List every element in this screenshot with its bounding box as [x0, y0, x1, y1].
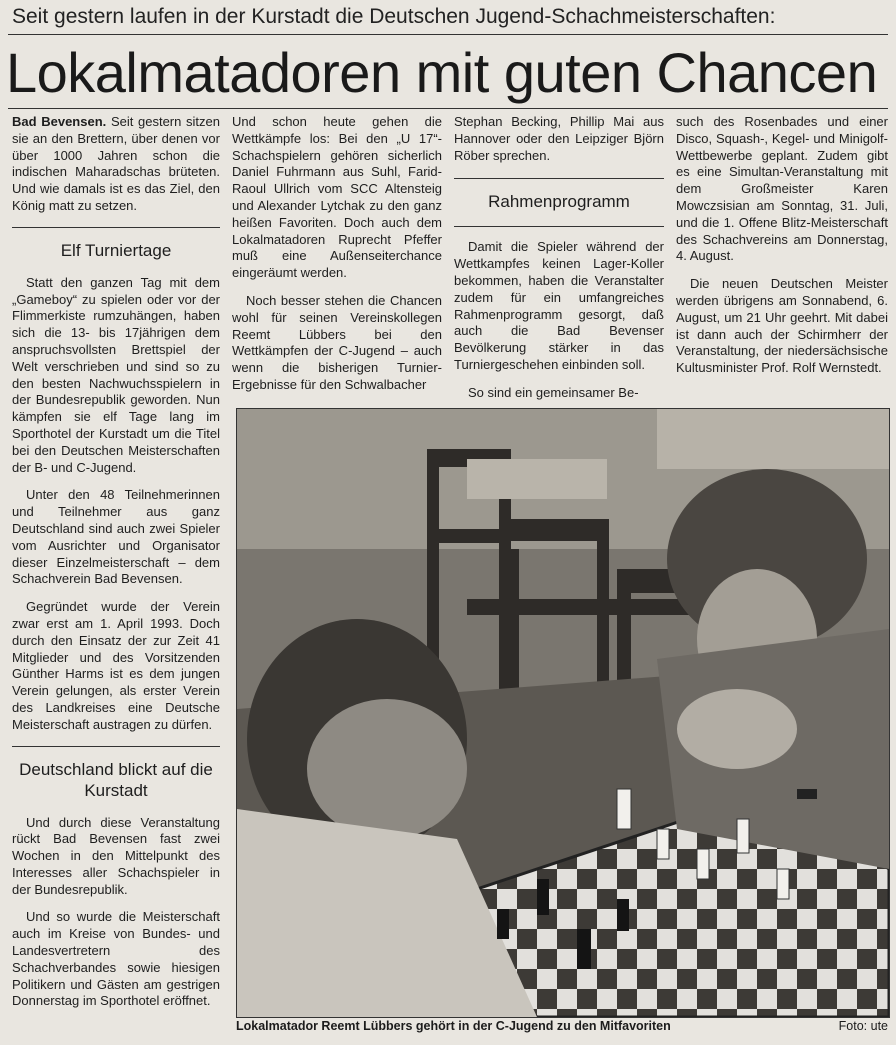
divider	[12, 227, 220, 228]
divider	[12, 746, 220, 747]
chess-photo-illustration	[237, 409, 889, 1017]
paragraph: such des Rosenbades und einer Disco, Squash-, Kegel- und Minigolf-Wettbewerbe geplant. Zudem gibt es eine Simultan-Veranstaltung mit dem Großmeister Karen Mowczsisian am Sonntag, 31. Juli, und die 1. Offene Blitz-Meisterschaft des Schachvereins am Donnerstag, 4. August.	[676, 114, 888, 264]
column-4	[676, 114, 888, 388]
paragraph: Gegründet wurde der Verein zwar erst am 1. April 1993. Doch durch den Einsatz der zur Zeit 41 Mitglieder und des Vorsitzenden Günther Harms ist es dem jungen Verein gelungen, als erster Verein des Landkreises eine Deutsche Meisterschaft austragen zu dürfen.	[12, 599, 220, 732]
column-2	[232, 114, 442, 405]
headline: Lokalmatadoren mit guten Chancen	[6, 41, 878, 104]
paragraph: Stephan Becking, Phillip Mai aus Hannover oder den Leipziger Björn Röber sprechen.	[454, 114, 664, 163]
divider	[454, 226, 664, 227]
paragraph: Statt den ganzen Tag mit dem „Gameboy“ zu spielen oder vor der Flimmerkiste rumzuhängen, haben sich die 13- bis 17jährigen dem anspruchsvollsten Brettspiel der Welt verschrieben und sind so zu den besten Nachwuchsspielern in der Bundesrepublik geworden. Nun kämpfen sie elf Tage lang im Sporthotel der Kurstadt um die Titel bei den Deutschen Meisterschaften der B- und C-Jugend.	[12, 274, 220, 475]
paragraph: Unter den 48 Teilnehmerinnen und Teilnehmer aus ganz Deutschland sind auch zwei Spieler vom Ausrichter und Organisator dieser Einzelmeisterschaft – dem Schachverein Bad Bevensen.	[12, 487, 220, 587]
paragraph: Und durch diese Veranstaltung rückt Bad Bevensen fast zwei Wochen in den Mittelpunkt des Interesses aller Schachspieler in der Bundesrepublik.	[12, 814, 220, 897]
paragraph: So sind ein gemeinsamer Be-	[468, 384, 639, 400]
dateline: Bad Bevensen.	[12, 114, 107, 129]
headline-rule	[8, 108, 888, 109]
chess-photo	[236, 408, 890, 1018]
paragraph: Und schon heute gehen die Wettkämpfe los: Bei den „U 17“-Schachspielern gehören sicherlich Daniel Fuhrmann aus Suhl, Farid-Raoul Ullrich vom SCC Altensteig und Alexander Lytchak zu den ganz heißen Favoriten. Doch auch dem Lokalmatadoren Ruprecht Pfeffer muß eine Außenseiterchance eingeräumt werden.	[232, 114, 442, 281]
intro-paragraph	[12, 114, 220, 215]
photo-credit: Foto: ute	[838, 1019, 888, 1033]
paragraph: Noch besser stehen die Chancen wohl für seinen Vereinskollegen Reemt Lübbers bei den Wettkämpfen der C-Jugend – auch wenn die bisherigen Turnier-Ergebnisse für den Schwalbacher	[232, 292, 442, 392]
subheading-elf-turniertage: Elf Turniertage	[60, 240, 172, 260]
top-rule	[8, 34, 888, 35]
intro-text: Seit gestern sitzen sie an den Brettern, über denen vor über 1000 Jahren schon die indischen Maharadschas brüteten. Und wie damals ist es das Ziel, den König matt zu setzen.	[12, 114, 220, 213]
divider	[454, 178, 664, 179]
paragraph: Und so wurde die Meisterschaft auch im Kreise von Bundes- und Landesvertretern des Schachverbandes sowie hiesigen Politikern und Gästen am gestrigen Donnerstag im Sporthotel eröffnet.	[12, 909, 220, 1009]
paragraph: Die neuen Deutschen Meister werden übrigens am Sonnabend, 6. August, um 21 Uhr geehrt. Mit dabei ist dann auch der Schirmherr der Veranstaltung, der niedersächsische Kultusminister Prof. Rolf Wernstedt.	[676, 276, 888, 376]
paragraph: Damit die Spieler während der Wettkampfes keinen Lager-Koller bekommen, haben die Veranstalter zudem für ein umfangreiches Rahmenprogramm gesorgt, daß auch die Bad Bevenser Bevölkerung stärker in das Turniergeschehen einbinden soll.	[454, 239, 664, 372]
column-1	[12, 114, 220, 1021]
column-3	[454, 114, 664, 413]
subheading-rahmenprogramm: Rahmenprogramm	[488, 192, 630, 212]
subheading-deutschland-blickt: Deutschland blickt auf die Kurstadt	[19, 759, 213, 800]
photo-caption: Lokalmatador Reemt Lübbers gehört in der C-Jugend zu den Mitfavoriten	[236, 1019, 671, 1033]
kicker-line: Seit gestern laufen in der Kurstadt die Deutschen Jugend-Schachmeisterschaften:	[12, 5, 776, 28]
